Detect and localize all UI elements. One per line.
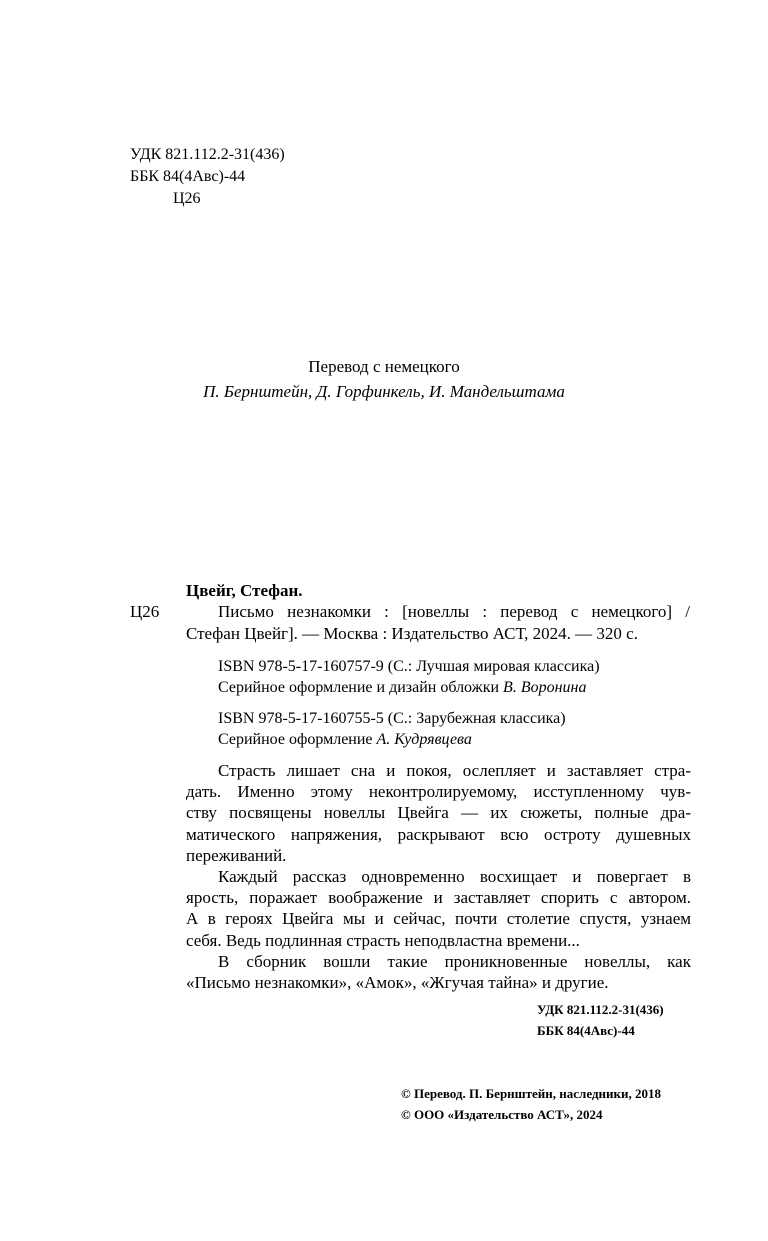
annotation-line: ярость, поражает воображение и заставляет спорить с автором. — [186, 888, 691, 908]
annotation — [186, 760, 691, 993]
isbn-line-2: ISBN 978-5-17-160755-5 (С.: Зарубежная классика) — [218, 710, 566, 727]
translation-label: Перевод с немецкого — [308, 357, 460, 376]
copyright-translation: © Перевод. П. Бернштейн, наследники, 2018 — [401, 1086, 661, 1101]
author-mark: Ц26 — [173, 190, 201, 207]
udk-code: УДК 821.112.2-31(436) — [130, 146, 285, 163]
design-credit-1-prefix: Серийное оформление и дизайн обложки — [218, 679, 500, 696]
bbk-code: ББК 84(4Авс)-44 — [130, 168, 246, 185]
annotation-paragraph-1 — [186, 760, 691, 866]
annotation-line: себя. Ведь подлинная страсть неподвластна времени... — [186, 930, 580, 950]
design-credit-2 — [218, 729, 472, 751]
annotation-line: дать. Именно этому неконтролируемому, исступленному чув- — [186, 782, 691, 802]
annotation-line: ству посвящены новеллы Цвейга — их сюжеты, полные дра- — [186, 803, 691, 823]
design-credit-1 — [218, 677, 586, 699]
annotation-line: переживаний. — [186, 845, 287, 865]
annotation-line: А в героях Цвейга мы и сейчас, почти столетие спустя, узнаем — [186, 909, 691, 929]
design-credit-2-name: А. Кудрявцева — [376, 731, 472, 748]
design-credit-2-prefix: Серийное оформление — [218, 731, 373, 748]
copyright — [401, 1083, 661, 1125]
annotation-line: «Письмо незнакомки», «Амок», «Жгучая тайна» и другие. — [186, 973, 609, 993]
footer-bbk: ББК 84(4Авс)-44 — [537, 1023, 635, 1038]
catalog-author-heading: Цвейг, Стефан. — [186, 581, 303, 600]
translators: П. Бернштейн, Д. Горфинкель, И. Мандельштама — [203, 382, 565, 401]
design-credit-1-name: В. Воронина — [503, 679, 587, 696]
catalog-author-mark: Ц26 — [130, 602, 160, 621]
annotation-paragraph-3 — [186, 951, 691, 993]
catalog-description-line-2: Стефан Цвейг]. — Москва : Издательство АСТ, 2024. — 320 с. — [186, 624, 638, 643]
isbn-line-1: ISBN 978-5-17-160757-9 (С.: Лучшая мировая классика) — [218, 658, 600, 675]
annotation-line: В сборник вошли такие проникновенные новеллы, как — [218, 951, 691, 971]
footer-udk: УДК 821.112.2-31(436) — [537, 1002, 664, 1017]
annotation-line: Страсть лишает сна и покоя, ослепляет и заставляет стра- — [218, 761, 691, 780]
annotation-line: Каждый рассказ одновременно восхищает и повергает в — [218, 867, 691, 887]
copyright-publisher: © ООО «Издательство АСТ», 2024 — [401, 1107, 603, 1122]
catalog-description-line-1: Письмо незнакомки : [новеллы : перевод с немецкого] / — [218, 602, 690, 621]
footer-codes — [537, 999, 664, 1041]
annotation-paragraph-2 — [186, 866, 691, 951]
annotation-line: матического напряжения, раскрывают всю остроту душевных — [186, 824, 691, 844]
